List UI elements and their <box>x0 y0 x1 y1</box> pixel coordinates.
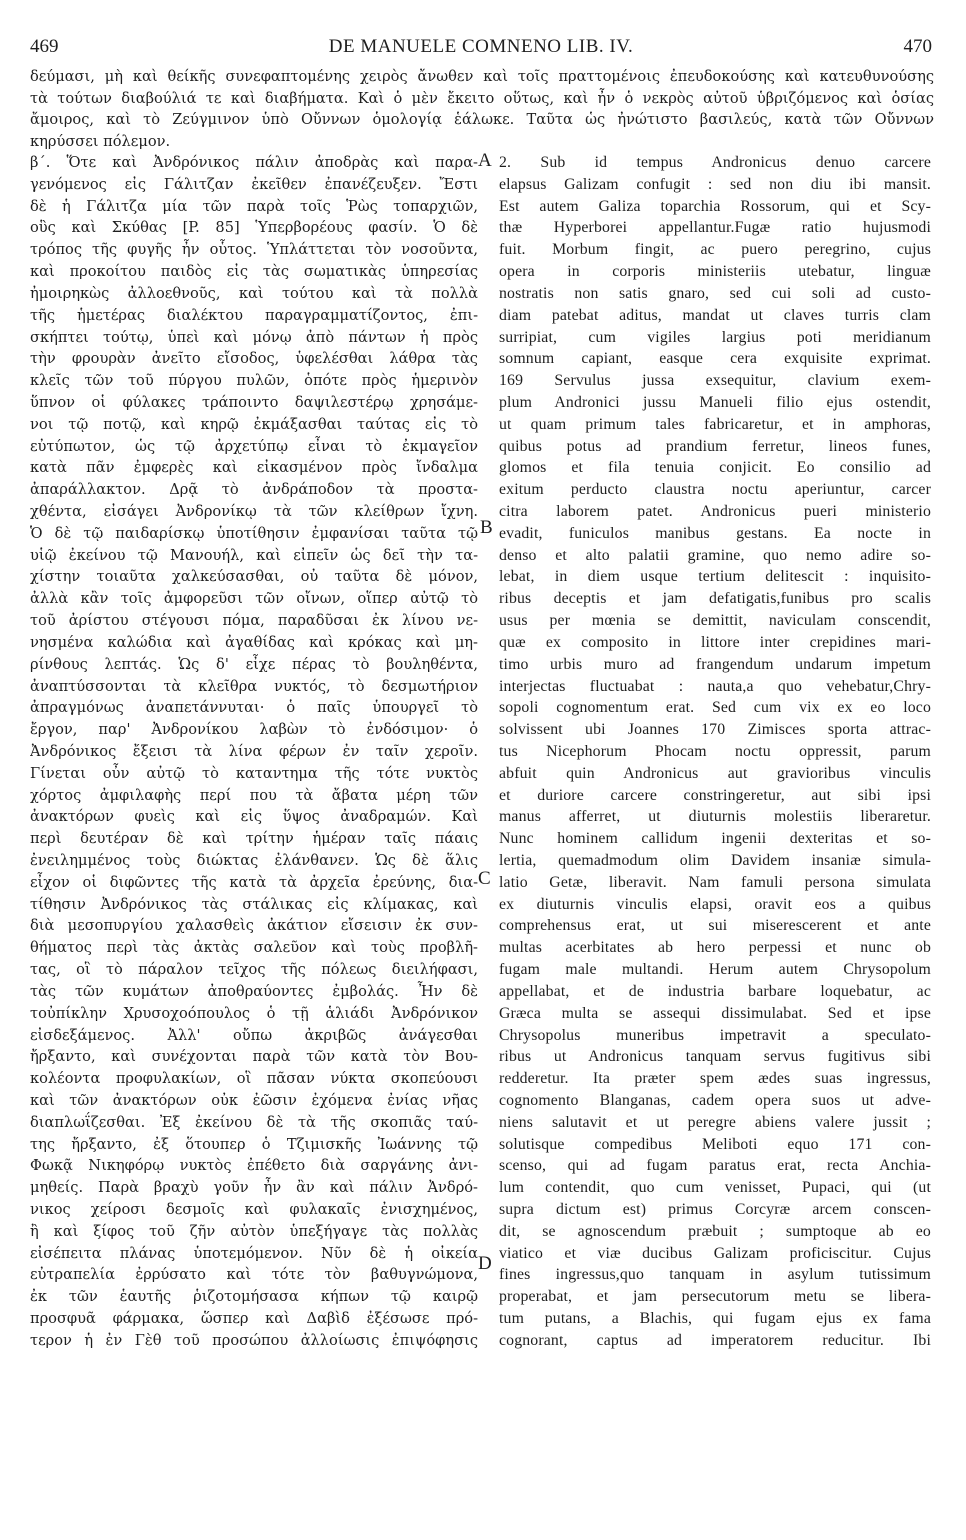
margin-letter-b: B <box>480 517 493 538</box>
greek-text-line: μηθείς. Παρὰ βραχὺ γοῦν ἦν ἂν καὶ πάλιν Ἀνδρό- <box>30 1179 478 1197</box>
text-line: κηρύσσει πόλεμον. <box>30 132 171 150</box>
text-line: ἄμοιρος, καὶ τὸ Ζεύγμινον ὑπὸ Οὔννων ὁμολογίᾳ ἑάλωκε. Ταῦτα ὡς ἠνώτιστο βασιλεύς, κατὰ τῶν Οὔννων <box>30 111 934 128</box>
latin-text-line: glomos et fila tenuia conjicit. Eo consilio ad <box>499 459 931 477</box>
latin-text-line: denso et alto palatii gramine, quo nemo adire so- <box>499 546 931 564</box>
greek-text-line: Φωκᾷ Νικηφόρῳ νυκτὸς ἐπέθετο διὰ σαργάνης ἀνι- <box>30 1157 478 1175</box>
greek-text-line: ἤρξαντο, καὶ συνέχονται παρὰ τῶν κατὰ τὸν Βου- <box>30 1048 478 1066</box>
greek-text-line: ἀπραγμόνως ἀναπετάννυται· ὁ παῖς ὑπουργεῖ τὸ <box>30 699 478 717</box>
greek-text-line: κλεῖς τῶν τοῦ πύργου πυλῶν, ὁπότε πρὸς ἡμερινὸν <box>30 372 478 390</box>
latin-text-line: lebat, in diem usque tertium delitescit : inquisito- <box>499 568 931 586</box>
greek-text-line: χόρτος ἀμφιλαφὴς περί που τὰ ἄβατα μέρη τῶν <box>30 786 478 804</box>
latin-text-line: multas acerbitates ab hero perpessi et nunc ob <box>499 939 931 957</box>
latin-text-line: 2. Sub id tempus Andronicus denuo carcere <box>499 154 931 171</box>
latin-text-line: appellabat, et de industria barbare loquebatur, ac <box>499 982 931 1000</box>
latin-text-line: viatico et viæ ducibus Galizam proficiscitur. Cujus <box>499 1244 931 1262</box>
greek-text-line: εὐτύπωτον, ὡς τῷ ἀρχετύπῳ εἶναι τὸ ἐκμαγεῖον <box>30 437 478 455</box>
greek-continuation-text <box>30 66 934 152</box>
latin-text-line: et duriore carcere constringeretur, aut sibi ipsi <box>499 786 931 804</box>
greek-text-line: ἢ καὶ ξίφος τοῦ ζῆν αὐτὸν ὑπεξήγαγε τὰς πολλὰς <box>30 1222 478 1240</box>
margin-letter-a: A <box>478 150 492 171</box>
latin-text-line: solvissent ubi Joannes 170 Zimisces sporta attrac- <box>499 721 931 739</box>
greek-text-line: τρόπος τῆς φυγῆς ἦν οὗτος. Ὑπλάττεται τὸν νοσοῦντα, <box>30 241 478 259</box>
latin-text-line: surripiat, cum vigiles largius poti meridianum <box>499 328 931 346</box>
greek-text-line: δὲ ἡ Γάλιτζα μία τῶν παρὰ τοῖς Ῥὼς τοπαρχιῶν, <box>30 197 478 215</box>
latin-text-line: nostratis non satis gnaro, sed cui soli ad custo- <box>499 284 931 302</box>
greek-text-line: νησμένα καλώδια καὶ ἀγαθίδας καὶ κρόκας καὶ μη- <box>30 633 478 651</box>
page-number-right: 470 <box>903 36 932 57</box>
latin-text-line: lertia, quemadmodum olim Davidem insaniæ simula- <box>499 852 931 869</box>
latin-text-line: manus afferret, ut diuturnis molestiis liberaretur. <box>499 808 931 826</box>
greek-text-line: ἐνειλημμένος τοὺς διώκτας ἐλάνθανεν. Ὡς δὲ ἅλις <box>30 852 478 869</box>
greek-text-line: υἱῷ ἐκείνου τῷ Μανουήλ, καὶ εἰπεῖν ὡς δεῖ τὴν τα- <box>30 546 478 564</box>
greek-text-column <box>30 152 478 1352</box>
latin-text-line: somnum capiant, easque cera exquisite exprimat. <box>499 350 931 368</box>
greek-text-line: κατὰ πᾶν ἐμφερὲς καὶ εἰκασμένον πρὸς ἴνδαλμα <box>30 459 478 477</box>
latin-text-line: thæ Hyperborei appellantur.Fugæ ratio hujusmodi <box>499 219 931 237</box>
greek-text-line: σκήπτει τούτῳ, ὑπεὶ καὶ μόνῳ ἀπὸ πάντων ἡ πρὸς <box>30 328 478 346</box>
greek-text-line: ὕπνον οἱ φύλακες τράποιντο δαψιλεστέρῳ χρησάμε- <box>30 393 478 411</box>
greek-text-line: τοὐπίκλην Χρυσοχοόπουλος ὁ τῇ ἁλιάδι Ἀνδρόνικον <box>30 1004 478 1022</box>
margin-letter-d: D <box>478 1253 492 1274</box>
greek-text-line: χθέντα, εἰσάγει Ἀνδρονίκῳ τὰ τῶν κλείθρων ἴχνη. <box>30 503 478 520</box>
latin-text-line: evadit, funiculos manibus gestans. Ea nocte in <box>499 524 931 542</box>
latin-text-line: redderetur. Ita præter spem ædes suas ingressus, <box>499 1070 931 1088</box>
greek-text-line: ἐκ τῶν ἑαυτῆς ῥιζοτομήσασα κήπων τῷ καιρῷ <box>30 1288 478 1306</box>
greek-text-line: προσφυᾶ φάρμακα, ὥσπερ καὶ Δαβὶδ ἐξέσωσε πρό- <box>30 1310 478 1328</box>
page-number-left: 469 <box>30 36 59 57</box>
greek-text-line: καὶ τῶν ἀνακτόρων οὐκ ἐῶσιν ἐχόμενα ἐνίας νῆας <box>30 1091 478 1109</box>
greek-text-line: τερον ἡ ἐν Γὲθ τοῦ προσώπου ἀλλοίωσις ἐπιψόφησις <box>30 1331 478 1349</box>
latin-text-line: lum contendit, quo cum venisset, Pupaci, qui (ut <box>499 1179 931 1197</box>
latin-text-line: diam patebat aditus, mandat ut claves turris clam <box>499 306 931 324</box>
latin-text-line: exitum perducto claustra noctu aperiuntur, carcer <box>499 481 931 499</box>
greek-text-line: ἀνακτόρων φυεὶς καὶ εἰς ὕψος ἀναδραμών. Καὶ <box>30 808 478 826</box>
latin-text-line: fugam male multandi. Herum autem Chrysopolum <box>499 961 931 979</box>
latin-text-line: cognomento Blanganas, cadem opera suos ut adve- <box>499 1091 931 1109</box>
latin-text-line: plum Andronici jussu Manueli filio ejus ostendit, <box>499 393 931 411</box>
latin-text-line: Nunc hominem callidum ingenii dexteritas et so- <box>499 830 931 848</box>
latin-text-line: abfuit quin Andronicus aut gravioribus vinculis <box>499 764 931 782</box>
greek-text-line: νικος χείροσι δεσμοῖς καὶ φυλακαῖς ἐνισχημένος, <box>30 1201 478 1218</box>
latin-text-line: fuit. Morbum fingit, ac puero peregrino, cujus <box>499 241 931 259</box>
running-title: DE MANUELE COMNENO LIB. IV. <box>328 36 634 57</box>
greek-text-line: οὓς καὶ Σκύθας [P. 85] Ὑπερβορέους φασίν. Ὁ δὲ <box>30 219 478 237</box>
greek-text-line: β΄. Ὅτε καὶ Ἀνδρόνικος πάλιν ἀποδρὰς καὶ παρα- <box>30 154 478 171</box>
latin-text-line: citra laborem patet. Andronicus pueri ministerio <box>499 503 931 520</box>
latin-text-line: ribus ut Andronicus tanquam servus fugitivus sibi <box>499 1048 931 1066</box>
latin-text-line: supra dictum est) primus Corcyræ arcem conscen- <box>499 1201 931 1218</box>
latin-text-line: solutisque compedibus Meliboti equo 171 con- <box>499 1135 931 1153</box>
greek-text-line: κολέοντα προφυλακίων, οἳ πᾶσαν νύκτα σκοπεύουσι <box>30 1070 478 1088</box>
greek-text-line: χίστην τοιαῦτα χαλκεύσασθαι, οὐ ταῦτα δὲ μόνον, <box>30 568 478 586</box>
text-line: τὰ τούτων διαβούλιά τε καὶ διαβήματα. Καὶ ὁ μὲν ἔκειτο οὕτως, καὶ ἦν ὁ νεκρὸς αὐτοῦ ὑβριζόμενος καὶ ὁσίας <box>30 89 934 107</box>
greek-text-line: διαπλωΐζεσθαι. Ἐξ ἐκείνου δὲ τὰ τῆς σκοπιᾶς ταύ- <box>30 1113 478 1131</box>
greek-text-line: ρίνθους λεπτάς. Ὡς δ' εἶχε πέρας τὸ βουληθέντα, <box>30 655 478 673</box>
latin-text-line: Chrysopolus muneribus impetravit a speculato- <box>499 1026 931 1044</box>
latin-text-line: ut quam primum tales fabricaretur, et in amphoras, <box>499 415 931 433</box>
greek-text-line: της ἤρξαντο, ἐξ ὅτουπερ ὁ Τζιμισκῆς Ἰωάννης τῷ <box>30 1135 478 1153</box>
latin-text-line: usus per mœnia se demittit, naviculam conscendit, <box>499 612 931 630</box>
latin-text-line: comprehensus erat, ut sui miserescerent et ante <box>499 917 931 935</box>
greek-text-line: εὐτραπελία ἐρρύσατο καὶ τότε τὸν βαθυγνώμονα, <box>30 1266 478 1284</box>
latin-text-line: latio Getæ, liberavit. Nam famuli persona simulata <box>499 873 931 891</box>
greek-text-line: Γίνεται οὖν αὐτῷ τὸ καταντημα τῆς τότε νυκτὸς <box>30 764 478 782</box>
greek-text-line: νοι τῷ ποτῷ, καὶ κηρῷ ἐκμάξασθαι ταύτας εἰς τὸ <box>30 415 478 433</box>
greek-text-line: εἰσδεξάμενος. Ἀλλ' οὔπω ἀκριβῶς ἀνάγεσθαι <box>30 1026 478 1044</box>
latin-text-line: scenso, qui ad fugam paratus erat, recta Anchia- <box>499 1157 931 1175</box>
latin-text-line: sopoli cognomentum erat. Sed cum vix ex eo loco <box>499 699 931 717</box>
greek-text-line: ἀπαράλλακτον. Δρᾷ τὸ ἀνδράποδον τὰ προστα- <box>30 481 478 499</box>
latin-text-line: timo urbis muro ad frangendum undarum impetum <box>499 655 931 673</box>
greek-text-line: Ὁ δὲ τῷ παιδαρίσκῳ ὑποτίθησιν ἐμφανίσαι ταῦτα τῷ <box>30 524 478 542</box>
running-header <box>30 36 932 60</box>
latin-text-line: dit, se agnoscendum præbuit ; sumptoque ab eo <box>499 1222 931 1240</box>
greek-text-line: θήματος περὶ τὰς ἀκτὰς σαλεῦον καὶ τοὺς προβλῆ- <box>30 939 478 957</box>
latin-text-line: tum putans, a Blachis, qui fugam ejus ex fama <box>499 1310 931 1328</box>
latin-text-line: ribus deceptis et jam defatigatis,funibus pro scalis <box>499 590 931 608</box>
greek-text-line: περὶ δευτέραν δὲ καὶ τρίτην ἡμέραν ταῖς πάαις <box>30 830 478 848</box>
latin-text-line: 169 Servulus jussa exsequitur, clavium exem- <box>499 372 931 390</box>
latin-text-line: fines ingressus,quo tanquam in asylum tutissimum <box>499 1266 931 1284</box>
greek-text-line: ἀναπτύσσονται τὰ κλεῖθρα νυκτός, τὸ δεσμωτήριον <box>30 677 478 695</box>
greek-text-line: ἔργον, παρ' Ἀνδρονίκου λαβὼν τὸ ἐνδόσιμον· ὁ <box>30 721 478 739</box>
greek-text-line: ἠμοιρηκὼς ἀλλοεθνοῦς, καὶ τούτου καὶ τὰ πολλὰ <box>30 284 478 302</box>
latin-text-line: Est autem Galiza toparchia Rossorum, qui et Scy- <box>499 197 931 215</box>
greek-text-line: τίθησιν Ἀνδρόνικος τὰς στάλικας εἰς κλίμακας, καὶ <box>30 895 478 913</box>
latin-text-line: elapsus Galizam confugit : sed non diu ibi mansit. <box>499 175 931 193</box>
latin-text-line: cognorant, captus ad imperatorem reducitur. Ibi <box>499 1331 931 1349</box>
latin-text-line: interjectas fluctuabat : nauta,a quo vehebatur,Chry- <box>499 677 931 695</box>
greek-text-line: καὶ προκοίτου παιδὸς εἰς τὰς σωματικὰς ὑπηρεσίας <box>30 263 478 281</box>
greek-text-line: Ἀνδρόνικος ἔξεισι τὰ λίνα φέρων ἐν ταῖν χεροῖν. <box>30 742 478 760</box>
greek-text-line: εἶχον οἱ διφῶντες τῆς κατὰ τὰ ἀρχεῖα ἐρεύνης, δια- <box>30 873 478 891</box>
latin-text-column <box>499 152 931 1352</box>
greek-text-line: τῆς ἡμετέρας διαλέκτου παραγραμματίζοντος, ἐπι- <box>30 306 478 324</box>
greek-text-line: διὰ μεσοπυργίου χαλασθεὶς ἀκάτιον εἴσεισιν ἐκ συν- <box>30 917 478 935</box>
latin-text-line: opera in corporis ministeriis utebatur, linguæ <box>499 263 931 281</box>
margin-letter-c: C <box>478 868 491 889</box>
latin-text-line: properabat, et jam persecutorum metu se libera- <box>499 1288 931 1306</box>
latin-text-line: ex diuturnis vinculis elapsi, oravit eos a quibus <box>499 895 931 913</box>
latin-text-line: quæ ex composito in littore inter crepidines mari- <box>499 633 931 651</box>
greek-text-line: τας, οἳ τὸ πάραλον τεῖχος τῆς πόλεως διειλήφασι, <box>30 961 478 979</box>
greek-text-line: τὰς τῶν κυμάτων ἀποθραύοντες ἐμβολάς. Ἦν δὲ <box>30 982 478 1000</box>
latin-text-line: niens salutavit et ut peregre abiens valere jussit ; <box>499 1113 931 1131</box>
greek-text-line: ἀλλὰ κἂν τοῖς ἀμφορεῦσι τῶν οἴνων, οἵπερ αὐτῷ τὸ <box>30 590 478 608</box>
greek-text-line: τοῦ ἀρίστου στέγουσι πόμα, παραδῦσαι ἐκ λίνου νε- <box>30 612 478 630</box>
greek-text-line: τὴν φρουρὰν ἀνεῖτο εἴσοδος, ὑφελέσθαι λάθρα τὰς <box>30 350 478 368</box>
latin-text-line: quibus potus ad prandium ferretur, lineos funes, <box>499 437 931 455</box>
greek-text-line: γενόμενος εἰς Γάλιτζαν ἐκεῖθεν ἐπανέζευξεν. Ἔστι <box>30 175 478 193</box>
latin-text-line: Græca multa se assequi dissimulabat. Sed et ipse <box>499 1004 931 1022</box>
text-line: δεύμασι, μὴ καὶ θείκῆς συνεφαπτομένης χειρὸς ἄνωθεν καὶ τοῖς πραττομένοις ἐπευδοκούσης καὶ κατευθυνούσης <box>30 68 934 85</box>
latin-text-line: tus Nicephorum Phocam noctu oppressit, parum <box>499 742 931 760</box>
greek-text-line: εἰσέπειτα πλάνας ὑποτεμόμενον. Νῦν δὲ ἡ οἰκεία <box>30 1244 478 1262</box>
